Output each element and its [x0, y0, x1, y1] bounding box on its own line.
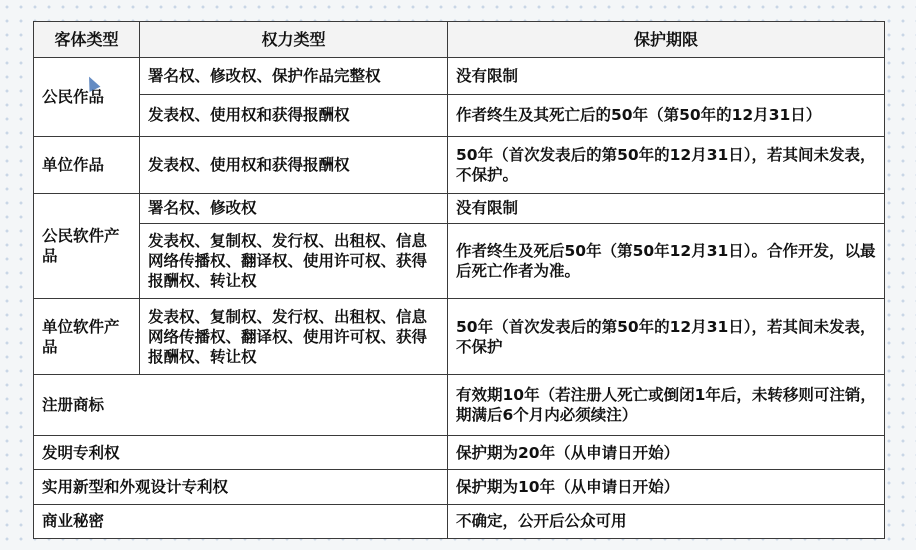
table-row — [34, 504, 885, 538]
category-unit-software: 单位软件产品 — [34, 298, 140, 375]
table-row — [34, 193, 885, 223]
category-trade-secret: 商业秘密 — [34, 504, 448, 538]
header-protection-period: 保护期限 — [448, 22, 885, 58]
period-cell: 作者终生及其死亡后的50年（第50年的12月31日） — [448, 94, 885, 136]
period-cell: 保护期为10年（从申请日开始） — [448, 470, 885, 504]
protection-table — [33, 21, 885, 539]
period-cell: 50年（首次发表后的第50年的12月31日），若其间未发表，不保护 — [448, 298, 885, 375]
table-row — [34, 470, 885, 504]
table-row — [34, 375, 885, 436]
ip-protection-table — [33, 21, 884, 539]
right-cell: 发表权、使用权和获得报酬权 — [140, 137, 448, 194]
table-row — [34, 94, 885, 136]
period-cell: 作者终生及死后50年（第50年12月31日）。合作开发，以最后死亡作者为准。 — [448, 223, 885, 298]
period-cell: 没有限制 — [448, 193, 885, 223]
period-cell: 50年（首次发表后的第50年的12月31日），若其间未发表，不保护。 — [448, 137, 885, 194]
table-row — [34, 298, 885, 375]
right-cell: 发表权、复制权、发行权、出租权、信息网络传播权、翻译权、使用许可权、获得报酬权、转让权 — [140, 223, 448, 298]
header-object-type: 客体类型 — [34, 22, 140, 58]
right-cell: 发表权、复制权、发行权、出租权、信息网络传播权、翻译权、使用许可权、获得报酬权、转让权 — [140, 298, 448, 375]
period-cell: 没有限制 — [448, 58, 885, 94]
table-row — [34, 435, 885, 469]
category-citizen-work: 公民作品 — [34, 58, 140, 137]
category-citizen-software: 公民软件产品 — [34, 193, 140, 298]
table-row — [34, 137, 885, 194]
period-cell: 保护期为20年（从申请日开始） — [448, 435, 885, 469]
right-cell: 发表权、使用权和获得报酬权 — [140, 94, 448, 136]
period-cell: 有效期10年（若注册人死亡或倒闭1年后，未转移则可注销，期满后6个月内必须续注） — [448, 375, 885, 436]
right-cell: 署名权、修改权、保护作品完整权 — [140, 58, 448, 94]
table-row — [34, 58, 885, 94]
header-row — [34, 22, 885, 58]
header-right-type: 权力类型 — [140, 22, 448, 58]
period-cell: 不确定，公开后公众可用 — [448, 504, 885, 538]
category-invention-patent: 发明专利权 — [34, 435, 448, 469]
category-utility-design-patent: 实用新型和外观设计专利权 — [34, 470, 448, 504]
category-unit-work: 单位作品 — [34, 137, 140, 194]
table-row — [34, 223, 885, 298]
right-cell: 署名权、修改权 — [140, 193, 448, 223]
category-trademark: 注册商标 — [34, 375, 448, 436]
